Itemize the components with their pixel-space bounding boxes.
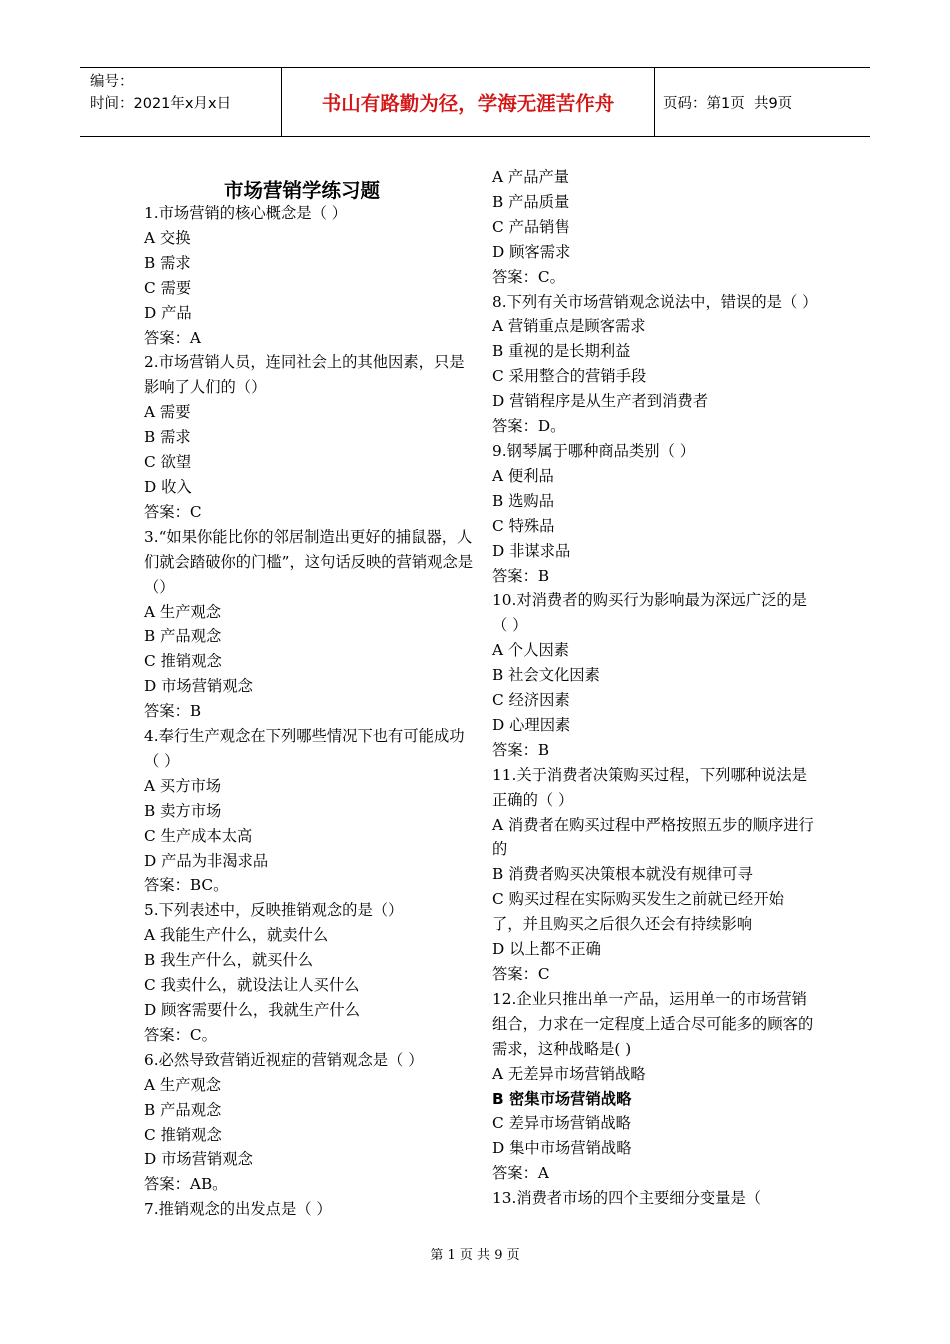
header-table — [80, 67, 870, 137]
question-line: 12.企业只推出单一产品，运用单一的市场营销组合，力求在一定程度上适合尽可能多的顾客的需求，这种战略是( ) — [492, 989, 814, 1058]
option-line: B 需求 — [144, 428, 191, 447]
page-footer: 第 1 页 共 9 页 — [430, 1248, 520, 1263]
option-line: A 个人因素 — [492, 641, 570, 660]
left-column — [144, 165, 474, 1222]
option-line: D 营销程序是从生产者到消费者 — [492, 392, 708, 411]
time-label: 时间：2021年x月x日 — [90, 96, 232, 112]
option-line: C 购买过程在实际购买发生之前就已经开始了，并且购买之后很久还会有持续影响 — [492, 890, 784, 934]
option-line: B 消费者购买决策根本就没有规律可寻 — [492, 865, 753, 884]
option-line: D 非谋求品 — [492, 541, 571, 560]
option-line: C 欲望 — [144, 453, 192, 472]
option-line: D 集中市场营销战略 — [492, 1139, 632, 1158]
question-line: 2.市场营销人员，连同社会上的其他因素，只是影响了人们的（） — [144, 353, 465, 397]
option-line: B 卖方市场 — [144, 801, 222, 820]
option-line: C 推销观念 — [144, 652, 222, 671]
header-motto-cell — [282, 68, 655, 136]
option-line: A 营销重点是顾客需求 — [492, 317, 646, 336]
option-line: B 需求 — [144, 253, 191, 272]
motto-text: 书山有路勤为径，学海无涯苦作舟 — [321, 92, 615, 115]
question-line: 8.下列有关市场营销观念说法中，错误的是（ ） — [492, 292, 818, 311]
answer-line: 答案：D。 — [492, 417, 566, 436]
option-line: D 产品为非渴求品 — [144, 851, 269, 870]
option-line: A 交换 — [144, 228, 191, 247]
option-line: B 密集市场营销战略 — [492, 1089, 632, 1108]
option-line: B 选购品 — [492, 491, 554, 510]
option-line: C 产品销售 — [492, 217, 570, 236]
option-line: A 无差异市场营销战略 — [492, 1064, 646, 1083]
question-line: 13.消费者市场的四个主要细分变量是（ — [492, 1189, 762, 1208]
option-line: D 顾客需要什么，我就生产什么 — [144, 1001, 360, 1019]
question-line: 6.必然导致营销近视症的营销观念是（ ） — [144, 1050, 424, 1069]
option-line: C 我卖什么，就设法让人买什么 — [144, 976, 360, 995]
option-line: B 我生产什么，就买什么 — [144, 951, 314, 970]
answer-line: 答案：C — [144, 502, 202, 521]
option-line: A 生产观念 — [144, 602, 222, 621]
option-line: D 顾客需求 — [492, 242, 571, 261]
option-line: D 以上都不正确 — [492, 940, 601, 959]
option-line: A 消费者在购买过程中严格按照五步的顺序进行的 — [492, 815, 814, 859]
option-line: A 买方市场 — [144, 776, 222, 795]
option-line: C 生产成本太高 — [144, 826, 253, 845]
answer-line: 答案：BC。 — [144, 876, 229, 895]
header-page-cell — [655, 68, 870, 136]
option-line: A 需要 — [144, 403, 191, 422]
question-line: 10.对消费者的购买行为影响最为深远广泛的是（ ） — [492, 591, 807, 635]
option-line: A 生产观念 — [144, 1075, 222, 1094]
option-line: A 产品产量 — [492, 168, 570, 186]
question-line: 7.推销观念的出发点是（ ） — [144, 1200, 332, 1219]
question-line: 9.钢琴属于哪种商品类别（ ） — [492, 441, 696, 460]
option-line: C 采用整合的营销手段 — [492, 367, 647, 386]
option-line: B 产品质量 — [492, 192, 570, 211]
option-line: B 产品观念 — [144, 1100, 222, 1119]
option-line: D 心理因素 — [492, 715, 571, 734]
option-line: A 我能生产什么，就卖什么 — [144, 926, 329, 945]
option-line: B 重视的是长期利益 — [492, 342, 631, 361]
right-column — [492, 165, 818, 1211]
option-line: A 便利品 — [492, 466, 554, 485]
answer-line: 答案：B — [144, 702, 202, 721]
question-line: 3.“如果你能比你的邻居制造出更好的捕鼠器，人们就会踏破你的门槛”，这句话反映的营销观念是（） — [144, 527, 474, 596]
option-line: D 市场营销观念 — [144, 1150, 253, 1169]
question-line: 4.奉行生产观念在下列哪些情况下也有可能成功（ ） — [144, 727, 465, 770]
option-line: C 差异市场营销战略 — [492, 1114, 631, 1133]
option-line: D 产品 — [144, 303, 192, 322]
document-title: 市场营销学练习题 — [223, 179, 380, 202]
answer-line: 答案：C。 — [492, 267, 565, 286]
answer-line: 答案：AB。 — [144, 1175, 228, 1194]
answer-line: 答案：C。 — [144, 1025, 217, 1044]
option-line: C 推销观念 — [144, 1125, 222, 1144]
option-line: D 收入 — [144, 477, 192, 496]
option-line: C 需要 — [144, 278, 192, 297]
question-line: 1.市场营销的核心概念是（ ） — [144, 204, 348, 222]
number-label: 编号： — [90, 74, 134, 90]
question-line: 11.关于消费者决策购买过程，下列哪种说法是正确的（ ） — [492, 765, 807, 809]
answer-line: 答案：B — [492, 566, 550, 585]
option-line: D 市场营销观念 — [144, 677, 253, 696]
option-line: B 产品观念 — [144, 627, 222, 646]
option-line: C 经济因素 — [492, 691, 570, 710]
answer-line: 答案：A — [144, 328, 201, 347]
answer-line: 答案：B — [492, 740, 550, 759]
question-line: 5.下列表述中，反映推销观念的是（） — [144, 901, 404, 920]
answer-line: 答案：A — [492, 1164, 549, 1183]
option-line: C 特殊品 — [492, 516, 555, 535]
answer-line: 答案：C — [492, 965, 550, 983]
option-line: B 社会文化因素 — [492, 666, 600, 685]
page-info: 页码：第1页 共9页 — [663, 95, 793, 112]
header-info-cell — [80, 68, 282, 136]
